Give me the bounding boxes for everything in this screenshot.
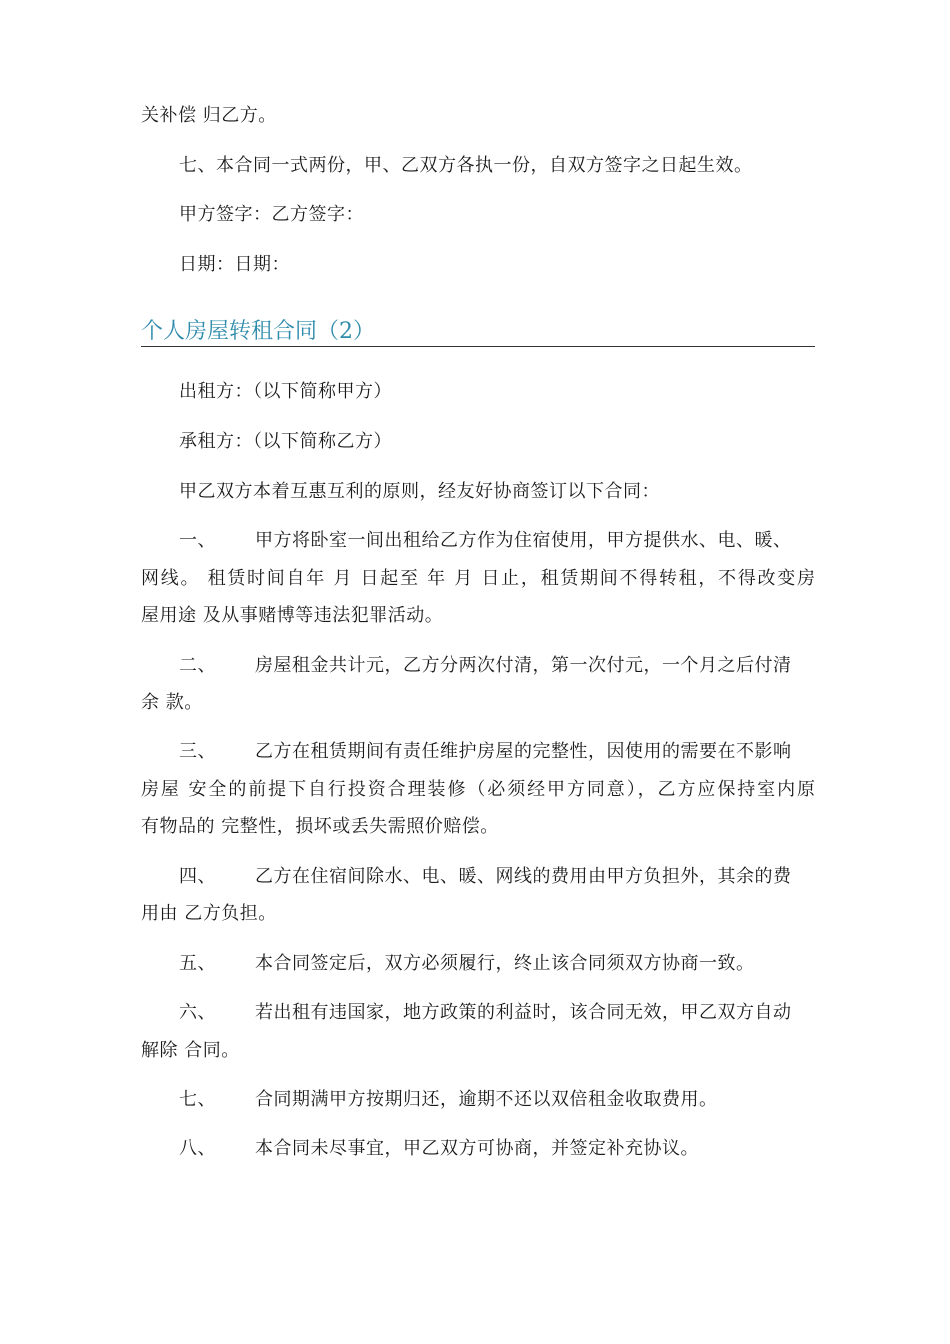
clause-first-line xyxy=(179,1001,792,1025)
clause-text: 合同期满甲方按期归还，逾期不还以双倍租金收取费用。 xyxy=(255,1089,718,1110)
clause-number: 四、 xyxy=(179,866,216,887)
clause-seven-effective: 七、本合同一式两份，甲、乙双方各执一份，自双方签字之日起生效。 xyxy=(179,155,753,176)
clause-text: 甲方将卧室一间出租给乙方作为住宿使用，甲方提供水、电、暖、 xyxy=(255,530,792,551)
clause-continuation: 用由 乙方负担。 xyxy=(141,903,277,924)
clause-first-line xyxy=(179,529,792,553)
clause-text: 本合同签定后，双方必须履行，终止该合同须双方协商一致。 xyxy=(255,953,755,974)
clause-number: 一、 xyxy=(179,530,216,551)
section-heading-text: 个人房屋转租合同（2） xyxy=(141,319,375,344)
clause-text: 房屋租金共计元，乙方分两次付清，第一次付元，一个月之后付清 xyxy=(255,655,792,676)
clause-continuation: 解除 合同。 xyxy=(141,1040,240,1061)
clause-text: 乙方在租赁期间有责任维护房屋的完整性，因使用的需要在不影响 xyxy=(255,741,792,762)
intro-line: 甲乙双方本着互惠互利的原则，经友好协商签订以下合同： xyxy=(179,481,660,502)
clause-first-line xyxy=(179,740,792,764)
clause-number: 八、 xyxy=(179,1138,216,1159)
lessee-line: 承租方：（以下简称乙方） xyxy=(179,431,392,452)
clause-first-line xyxy=(179,1137,699,1161)
section-heading xyxy=(141,318,815,347)
clause-first-line xyxy=(179,654,792,678)
clause-continuation: 网线。 租赁时间自年 月 日起至 年 月 日止，租赁期间不得转租，不得改变房 xyxy=(141,568,815,589)
clause-continuation: 余 款。 xyxy=(141,692,203,713)
clause-number: 三、 xyxy=(179,741,216,762)
clause-continuation: 屋用途 及从事赌博等违法犯罪活动。 xyxy=(141,605,444,626)
lessor-line: 出租方：（以下简称甲方） xyxy=(179,381,392,402)
signature-line: 甲方签字：乙方签字： xyxy=(179,204,364,225)
clause-first-line xyxy=(179,1088,718,1112)
clause-number: 二、 xyxy=(179,655,216,676)
clause-first-line xyxy=(179,865,792,889)
clause-text: 若出租有违国家，地方政策的利益时，该合同无效，甲乙双方自动 xyxy=(255,1002,792,1023)
clause-text: 本合同未尽事宜，甲乙双方可协商，并签定补充协议。 xyxy=(255,1138,699,1159)
clause-number: 五、 xyxy=(179,953,216,974)
clause-number: 六、 xyxy=(179,1002,216,1023)
clause-continuation: 房屋 安全的前提下自行投资合理装修（必须经甲方同意），乙方应保持室内原 xyxy=(141,779,815,800)
paragraph-continuation: 关补偿 归乙方。 xyxy=(141,105,277,126)
clause-number: 七、 xyxy=(179,1089,216,1110)
clause-first-line xyxy=(179,952,755,976)
clause-text: 乙方在住宿间除水、电、暖、网线的费用由甲方负担外，其余的费 xyxy=(255,866,792,887)
date-line: 日期：日期： xyxy=(179,254,290,275)
clause-continuation: 有物品的 完整性，损坏或丢失需照价赔偿。 xyxy=(141,816,499,837)
